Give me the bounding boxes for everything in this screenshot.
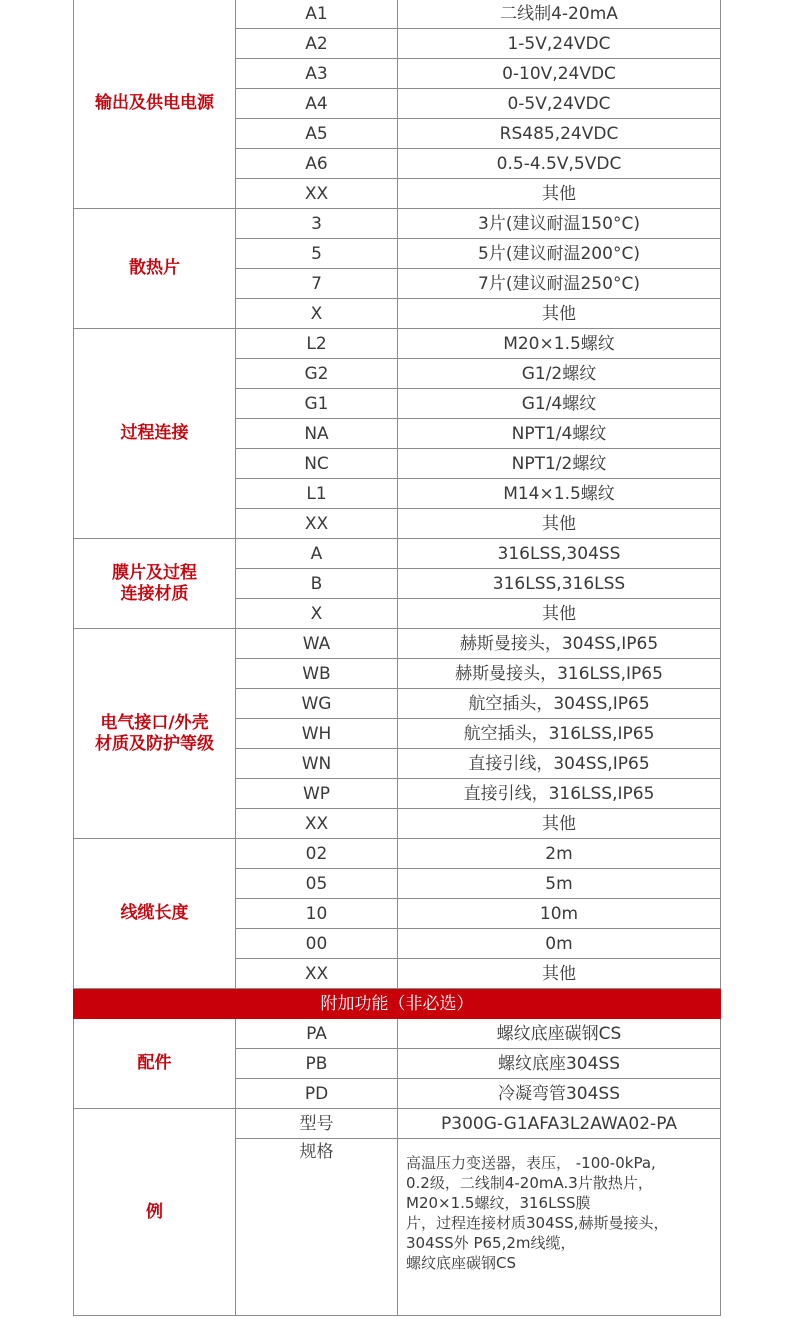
table-row <box>74 209 721 239</box>
desc-cell: NPT1/4螺纹 <box>398 419 721 449</box>
desc-cell: 0-5V,24VDC <box>398 89 721 119</box>
group-label-output-power: 输出及供电电源 <box>74 0 236 209</box>
code-cell: X <box>236 299 398 329</box>
desc-cell: NPT1/2螺纹 <box>398 449 721 479</box>
spec-label: 规格 <box>236 1139 398 1316</box>
table-row <box>74 1019 721 1049</box>
desc-cell: 赫斯曼接头，304SS,IP65 <box>398 629 721 659</box>
code-cell: B <box>236 569 398 599</box>
desc-cell: 二线制4-20mA <box>398 0 721 29</box>
code-cell: A5 <box>236 119 398 149</box>
desc-cell: 316LSS,304SS <box>398 539 721 569</box>
code-cell: 05 <box>236 869 398 899</box>
desc-cell: 1-5V,24VDC <box>398 29 721 59</box>
desc-cell: 直接引线，304SS,IP65 <box>398 749 721 779</box>
desc-cell: 螺纹底座304SS <box>398 1049 721 1079</box>
code-cell: WG <box>236 689 398 719</box>
desc-cell: 其他 <box>398 509 721 539</box>
code-cell: XX <box>236 809 398 839</box>
desc-cell: 其他 <box>398 299 721 329</box>
code-cell: XX <box>236 509 398 539</box>
code-cell: X <box>236 599 398 629</box>
code-cell: L2 <box>236 329 398 359</box>
desc-cell: 航空插头，304SS,IP65 <box>398 689 721 719</box>
table-row <box>74 629 721 659</box>
code-cell: G2 <box>236 359 398 389</box>
code-cell: 5 <box>236 239 398 269</box>
code-cell: NC <box>236 449 398 479</box>
desc-cell: 其他 <box>398 179 721 209</box>
code-cell: WB <box>236 659 398 689</box>
desc-cell: G1/2螺纹 <box>398 359 721 389</box>
code-cell: A1 <box>236 0 398 29</box>
desc-cell: 赫斯曼接头，316LSS,IP65 <box>398 659 721 689</box>
group-label-electrical-interface: 电气接口/外壳 材质及防护等级 <box>74 629 236 839</box>
desc-cell: 冷凝弯管304SS <box>398 1079 721 1109</box>
desc-cell: 其他 <box>398 599 721 629</box>
code-cell: PB <box>236 1049 398 1079</box>
desc-cell: 7片(建议耐温250°C) <box>398 269 721 299</box>
table-row <box>74 839 721 869</box>
desc-cell: 3片(建议耐温150°C) <box>398 209 721 239</box>
code-cell: 00 <box>236 929 398 959</box>
code-cell: L1 <box>236 479 398 509</box>
code-cell: 3 <box>236 209 398 239</box>
desc-cell: 其他 <box>398 959 721 989</box>
model-label: 型号 <box>236 1109 398 1139</box>
desc-cell: 0.5-4.5V,5VDC <box>398 149 721 179</box>
desc-cell: 5片(建议耐温200°C) <box>398 239 721 269</box>
table-row <box>74 0 721 29</box>
desc-cell: 其他 <box>398 809 721 839</box>
code-cell: A6 <box>236 149 398 179</box>
desc-cell: M20×1.5螺纹 <box>398 329 721 359</box>
spec-value: 高温压力变送器，表压， -100-0kPa, 0.2级，二线制4-20mA.3片散热片， M20×1.5螺纹，316LSS膜 片，过程连接材质304SS,赫斯曼接头， 304SS外 P65,2m线缆， 螺纹底座碳钢CS <box>398 1139 721 1316</box>
code-cell: 02 <box>236 839 398 869</box>
group-label-process-connection: 过程连接 <box>74 329 236 539</box>
desc-cell: G1/4螺纹 <box>398 389 721 419</box>
code-cell: PD <box>236 1079 398 1109</box>
group-label-heat-sink: 散热片 <box>74 209 236 329</box>
desc-cell: 316LSS,316LSS <box>398 569 721 599</box>
desc-cell: RS485,24VDC <box>398 119 721 149</box>
table-row <box>74 539 721 569</box>
additional-functions-banner <box>74 989 721 1019</box>
code-cell: WH <box>236 719 398 749</box>
desc-cell: 0-10V,24VDC <box>398 59 721 89</box>
table-row <box>74 329 721 359</box>
code-cell: WN <box>236 749 398 779</box>
desc-cell: 直接引线，316LSS,IP65 <box>398 779 721 809</box>
desc-cell: 航空插头，316LSS,IP65 <box>398 719 721 749</box>
desc-cell: 2m <box>398 839 721 869</box>
group-label-cable-length: 线缆长度 <box>74 839 236 989</box>
desc-cell: 5m <box>398 869 721 899</box>
desc-cell: 0m <box>398 929 721 959</box>
model-value: P300G-G1AFA3L2AWA02-PA <box>398 1109 721 1139</box>
code-cell: A4 <box>236 89 398 119</box>
code-cell: WA <box>236 629 398 659</box>
code-cell: A3 <box>236 59 398 89</box>
code-cell: WP <box>236 779 398 809</box>
desc-cell: 10m <box>398 899 721 929</box>
group-label-diaphragm-material: 膜片及过程 连接材质 <box>74 539 236 629</box>
code-cell: G1 <box>236 389 398 419</box>
code-cell: 10 <box>236 899 398 929</box>
banner-label: 附加功能（非必选） <box>74 989 721 1019</box>
code-cell: A2 <box>236 29 398 59</box>
table-row <box>74 1109 721 1139</box>
group-label-accessories: 配件 <box>74 1019 236 1109</box>
code-cell: PA <box>236 1019 398 1049</box>
code-cell: 7 <box>236 269 398 299</box>
code-cell: XX <box>236 179 398 209</box>
code-cell: NA <box>236 419 398 449</box>
group-label-example: 例 <box>74 1109 236 1316</box>
spec-table <box>73 0 721 1316</box>
code-cell: XX <box>236 959 398 989</box>
desc-cell: 螺纹底座碳钢CS <box>398 1019 721 1049</box>
desc-cell: M14×1.5螺纹 <box>398 479 721 509</box>
code-cell: A <box>236 539 398 569</box>
